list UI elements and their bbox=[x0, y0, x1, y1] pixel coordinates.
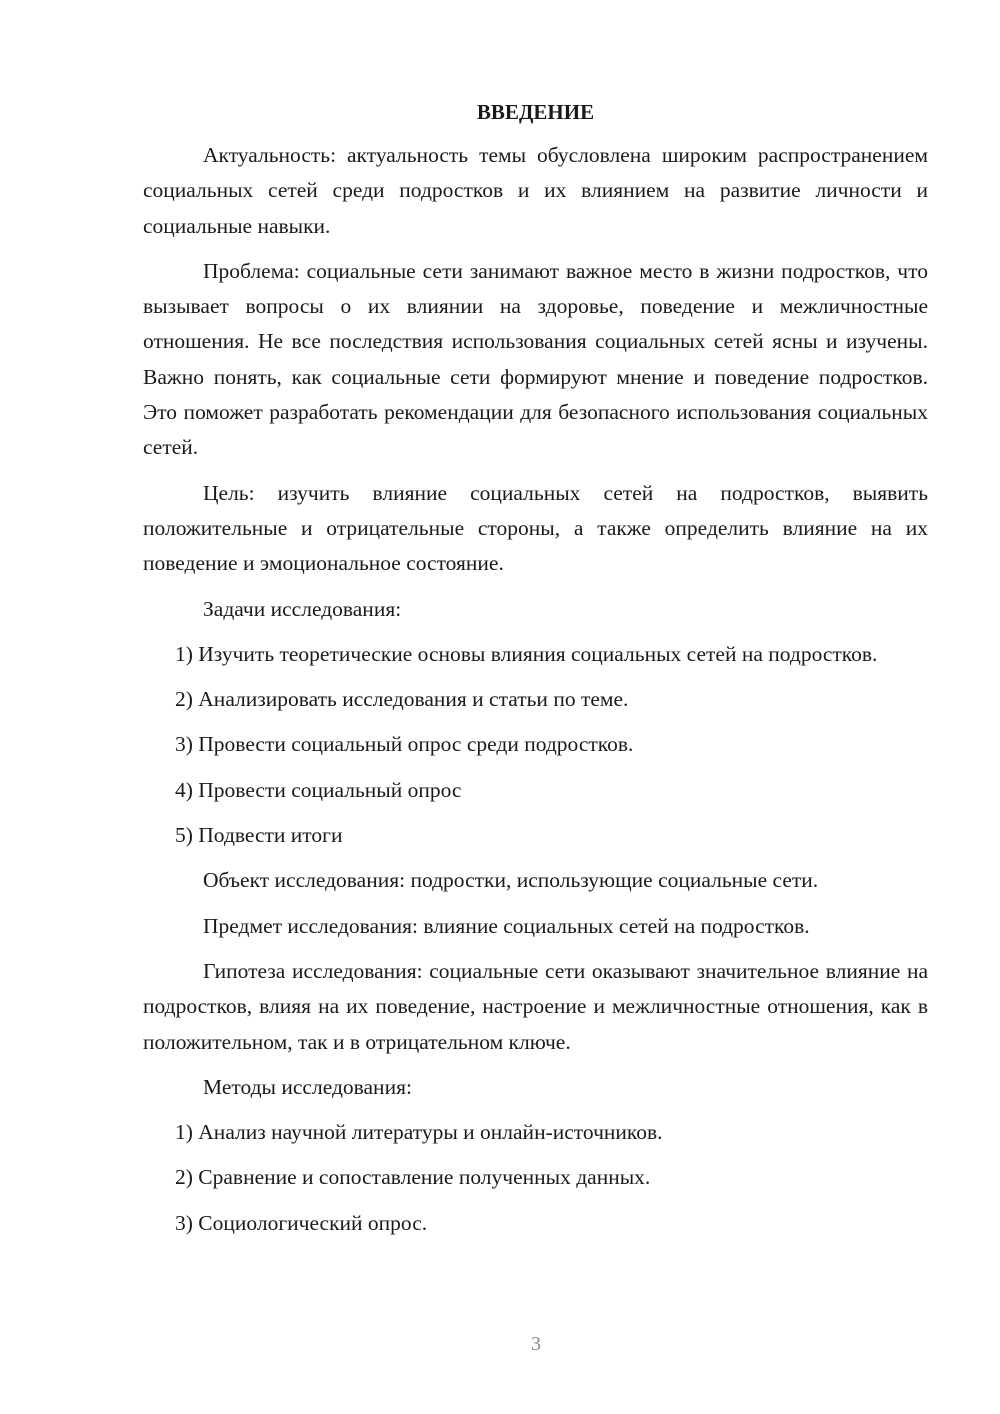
task-item: 4) Провести социальный опрос bbox=[175, 777, 462, 802]
task-item: 5) Подвести итоги bbox=[175, 823, 343, 848]
methods-heading: Методы исследования: bbox=[203, 1074, 412, 1099]
method-item: 1) Анализ научной литературы и онлайн-источников. bbox=[175, 1120, 663, 1145]
problem-paragraph: Проблема: социальные сети занимают важное место в жизни подростков, что вызывает вопросы о их влиянии на здоровье, поведение и межличностные отношения. Не все последствия использования социальных сетей ясны и изучены. Важно понять, как социальные сети формируют мнение и поведение подростков. Это поможет разработать рекомендации для безопасного использования социальных сетей. bbox=[143, 258, 928, 460]
relevance-paragraph: Актуальность: актуальность темы обусловлена широким распространением социальных сетей среди подростков и их влиянием на развитие личности и социальные навыки. bbox=[143, 143, 928, 238]
object-paragraph: Объект исследования: подростки, использующие социальные сети. bbox=[203, 868, 819, 893]
method-item: 2) Сравнение и сопоставление полученных данных. bbox=[175, 1165, 651, 1190]
task-item: 1) Изучить теоретические основы влияния социальных сетей на подростков. bbox=[175, 641, 878, 666]
tasks-heading: Задачи исследования: bbox=[203, 596, 402, 621]
page-number: 3 bbox=[531, 1333, 541, 1355]
hypothesis-paragraph: Гипотеза исследования: социальные сети оказывают значительное влияние на подростков, влияя на их поведение, настроение и межличностные отношения, как в положительном, так и в отрицательном ключе. bbox=[143, 958, 928, 1054]
task-item: 3) Провести социальный опрос среди подростков. bbox=[175, 732, 634, 757]
method-item: 3) Социологический опрос. bbox=[175, 1210, 428, 1235]
document-page bbox=[143, 96, 928, 1251]
subject-paragraph: Предмет исследования: влияние социальных сетей на подростков. bbox=[203, 913, 810, 938]
goal-paragraph: Цель: изучить влияние социальных сетей на подростков, выявить положительные и отрицательные стороны, а также определить влияние на их поведение и эмоциональное состояние. bbox=[143, 480, 928, 576]
task-item: 2) Анализировать исследования и статьи по теме. bbox=[175, 687, 629, 712]
section-title: ВВЕДЕНИЕ bbox=[476, 100, 595, 124]
